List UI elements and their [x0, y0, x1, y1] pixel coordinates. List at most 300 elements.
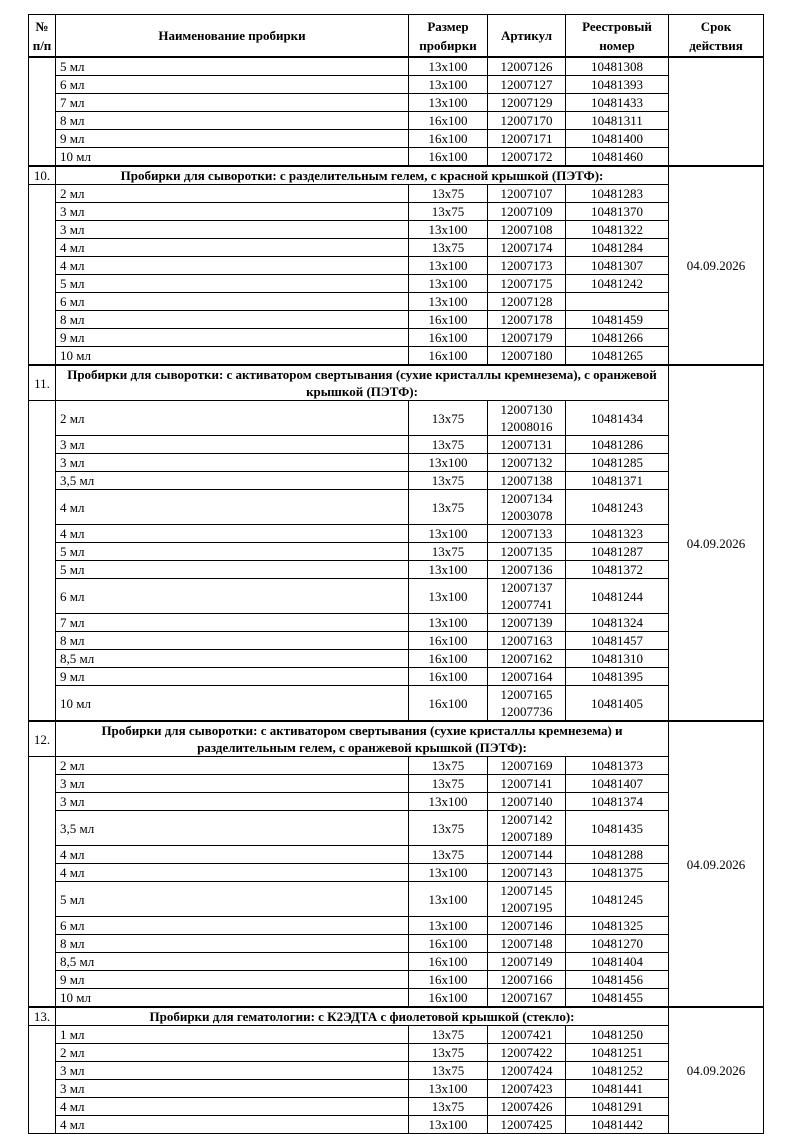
tube-size-cell: 13x100 — [409, 221, 488, 239]
section-number-span-cell — [29, 757, 56, 1008]
table-header-row — [29, 15, 764, 58]
table-row — [29, 882, 764, 917]
tube-size-cell: 13x75 — [409, 811, 488, 846]
table-row — [29, 454, 764, 472]
col-header-article — [488, 15, 566, 58]
table-row — [29, 329, 764, 347]
section-number-span-cell — [29, 185, 56, 366]
tube-name-cell: 8 мл — [56, 311, 409, 329]
article-cell — [488, 185, 566, 203]
tube-name-cell: 8 мл — [56, 112, 409, 130]
tube-name-cell: 3,5 мл — [56, 472, 409, 490]
article-cell — [488, 864, 566, 882]
article-cell — [488, 275, 566, 293]
reg-number-cell: 10481265 — [566, 347, 669, 366]
tube-name-cell: 10 мл — [56, 989, 409, 1008]
table-row — [29, 311, 764, 329]
tube-name-cell: 3 мл — [56, 221, 409, 239]
table-row — [29, 57, 764, 76]
tube-name-cell: 3 мл — [56, 436, 409, 454]
tube-name-cell: 7 мл — [56, 614, 409, 632]
table-row — [29, 1044, 764, 1062]
reg-number-cell: 10481325 — [566, 917, 669, 935]
article-number: 12007171 — [500, 131, 553, 146]
table-row — [29, 1098, 764, 1116]
tube-name-cell: 4 мл — [56, 490, 409, 525]
article-cell — [488, 112, 566, 130]
article-number: 12007140 — [500, 794, 553, 809]
article-number: 12007421 — [500, 1027, 553, 1042]
article-number: 12007179 — [500, 330, 553, 345]
article-number: 12007169 — [500, 758, 553, 773]
reg-number-cell: 10481374 — [566, 793, 669, 811]
article-number: 12007426 — [500, 1099, 553, 1114]
article-cell — [488, 632, 566, 650]
document-page — [28, 14, 764, 1134]
article-number: 12007146 — [500, 918, 553, 933]
reg-number-cell: 10481442 — [566, 1116, 669, 1134]
reg-number-cell: 10481308 — [566, 57, 669, 76]
table-row — [29, 76, 764, 94]
section-header-row — [29, 721, 764, 757]
reg-number-cell: 10481441 — [566, 1080, 669, 1098]
expiry-cell — [669, 57, 764, 166]
article-number: 12007424 — [500, 1063, 553, 1078]
tube-name-cell: 4 мл — [56, 239, 409, 257]
article-cell — [488, 953, 566, 971]
tube-name-cell: 6 мл — [56, 579, 409, 614]
section-header-row — [29, 365, 764, 401]
article-number: 12007145 — [500, 883, 553, 898]
reg-number-cell: 10481285 — [566, 454, 669, 472]
reg-number-cell: 10481242 — [566, 275, 669, 293]
col-header-name — [56, 15, 409, 58]
tube-name-cell: 6 мл — [56, 917, 409, 935]
article-number: 12007741 — [500, 597, 553, 612]
article-number: 12007137 — [500, 580, 553, 595]
reg-number-cell: 10481407 — [566, 775, 669, 793]
article-number: 12007180 — [500, 348, 553, 363]
section-number-span-cell — [29, 57, 56, 166]
table-row — [29, 1080, 764, 1098]
article-number: 12008016 — [500, 419, 553, 434]
reg-number-cell: 10481405 — [566, 686, 669, 722]
tube-name-cell: 2 мл — [56, 185, 409, 203]
section-title: Пробирки для сыворотки: с разделительным гелем, с красной крышкой (ПЭТФ): — [56, 166, 669, 185]
table-row — [29, 935, 764, 953]
article-cell — [488, 846, 566, 864]
col-header-reg — [566, 15, 669, 58]
tube-name-cell: 2 мл — [56, 401, 409, 436]
tube-name-cell: 8 мл — [56, 935, 409, 953]
col-header-expiry — [669, 15, 764, 58]
table-row — [29, 793, 764, 811]
article-number: 12007141 — [500, 776, 553, 791]
tube-name-cell: 4 мл — [56, 1098, 409, 1116]
tube-size-cell: 13x75 — [409, 775, 488, 793]
table-row — [29, 953, 764, 971]
reg-number-cell: 10481433 — [566, 94, 669, 112]
tube-size-cell: 16x100 — [409, 650, 488, 668]
article-number: 12007172 — [500, 149, 553, 164]
article-cell — [488, 793, 566, 811]
tube-name-cell: 10 мл — [56, 347, 409, 366]
table-row — [29, 130, 764, 148]
article-cell — [488, 757, 566, 775]
article-cell — [488, 1098, 566, 1116]
tube-size-cell: 13x100 — [409, 561, 488, 579]
reg-number-cell: 10481288 — [566, 846, 669, 864]
reg-number-cell: 10481251 — [566, 1044, 669, 1062]
tube-name-cell: 8,5 мл — [56, 953, 409, 971]
tube-size-cell: 13x75 — [409, 846, 488, 864]
article-number: 12007142 — [500, 812, 553, 827]
article-cell — [488, 454, 566, 472]
col-header-expiry-line2: действия — [689, 37, 743, 53]
table-row — [29, 846, 764, 864]
tube-name-cell: 3 мл — [56, 454, 409, 472]
col-header-num — [29, 15, 56, 58]
table-row — [29, 989, 764, 1008]
tube-name-cell: 3 мл — [56, 1080, 409, 1098]
article-number: 12007166 — [500, 972, 553, 987]
reg-number-cell: 10481284 — [566, 239, 669, 257]
article-cell — [488, 1026, 566, 1044]
tube-name-cell: 5 мл — [56, 57, 409, 76]
article-number: 12003078 — [500, 508, 553, 523]
section-number-cell: 10. — [29, 166, 56, 185]
tube-size-cell: 16x100 — [409, 668, 488, 686]
tube-size-cell: 13x75 — [409, 401, 488, 436]
tube-size-cell: 16x100 — [409, 686, 488, 722]
tube-size-cell: 13x75 — [409, 185, 488, 203]
table-row — [29, 472, 764, 490]
tube-name-cell: 2 мл — [56, 757, 409, 775]
reg-number-cell: 10481460 — [566, 148, 669, 167]
tube-size-cell: 16x100 — [409, 329, 488, 347]
section-number-cell: 13. — [29, 1007, 56, 1026]
tube-name-cell: 10 мл — [56, 148, 409, 167]
article-number: 12007132 — [500, 455, 553, 470]
article-number: 12007175 — [500, 276, 553, 291]
expiry-cell: 04.09.2026 — [669, 365, 764, 721]
table-row — [29, 112, 764, 130]
reg-number-cell: 10481286 — [566, 436, 669, 454]
table-row — [29, 148, 764, 167]
tube-size-cell: 13x100 — [409, 275, 488, 293]
tube-name-cell: 9 мл — [56, 329, 409, 347]
table-row — [29, 632, 764, 650]
article-cell — [488, 203, 566, 221]
reg-number-cell: 10481245 — [566, 882, 669, 917]
section-number-cell: 12. — [29, 721, 56, 757]
section-number-cell: 11. — [29, 365, 56, 401]
tube-name-cell: 8 мл — [56, 632, 409, 650]
tube-size-cell: 13x100 — [409, 882, 488, 917]
tube-size-cell: 16x100 — [409, 148, 488, 167]
article-number: 12007143 — [500, 865, 553, 880]
section-header-row — [29, 1007, 764, 1026]
article-number: 12007109 — [500, 204, 553, 219]
article-number: 12007139 — [500, 615, 553, 630]
reg-number-cell: 10481283 — [566, 185, 669, 203]
reg-number-cell: 10481395 — [566, 668, 669, 686]
tube-size-cell: 13x75 — [409, 472, 488, 490]
tube-size-cell: 13x75 — [409, 1044, 488, 1062]
table-row — [29, 401, 764, 436]
article-number: 12007144 — [500, 847, 553, 862]
article-cell — [488, 775, 566, 793]
table-row — [29, 94, 764, 112]
tube-name-cell: 3 мл — [56, 775, 409, 793]
tube-size-cell: 13x100 — [409, 454, 488, 472]
reg-number-cell: 10481371 — [566, 472, 669, 490]
tube-name-cell: 6 мл — [56, 76, 409, 94]
reg-number-cell: 10481435 — [566, 811, 669, 846]
tube-size-cell: 13x100 — [409, 917, 488, 935]
article-number: 12007135 — [500, 544, 553, 559]
tube-name-cell: 5 мл — [56, 543, 409, 561]
reg-number-cell: 10481370 — [566, 203, 669, 221]
article-number: 12007138 — [500, 473, 553, 488]
article-cell — [488, 935, 566, 953]
table-row — [29, 525, 764, 543]
article-number: 12007136 — [500, 562, 553, 577]
table-row — [29, 864, 764, 882]
tube-name-cell: 3 мл — [56, 203, 409, 221]
tube-size-cell: 13x100 — [409, 94, 488, 112]
reg-number-cell: 10481404 — [566, 953, 669, 971]
tube-size-cell: 13x75 — [409, 203, 488, 221]
table-row — [29, 543, 764, 561]
tube-name-cell: 3 мл — [56, 1062, 409, 1080]
tube-table — [28, 14, 764, 1134]
table-row — [29, 203, 764, 221]
article-cell — [488, 436, 566, 454]
tube-name-cell: 4 мл — [56, 864, 409, 882]
reg-number-cell: 10481310 — [566, 650, 669, 668]
tube-size-cell: 13x75 — [409, 239, 488, 257]
tube-size-cell: 13x100 — [409, 293, 488, 311]
expiry-cell: 04.09.2026 — [669, 166, 764, 365]
tube-size-cell: 16x100 — [409, 935, 488, 953]
reg-number-cell: 10481311 — [566, 112, 669, 130]
tube-size-cell: 13x100 — [409, 57, 488, 76]
col-header-size-line2: пробирки — [419, 37, 477, 53]
tube-size-cell: 13x100 — [409, 1116, 488, 1134]
tube-size-cell: 13x100 — [409, 1080, 488, 1098]
col-header-num-line2: п/п — [32, 37, 52, 53]
article-cell — [488, 650, 566, 668]
table-row — [29, 275, 764, 293]
article-number: 12007422 — [500, 1045, 553, 1060]
col-header-reg-line2: номер — [599, 37, 635, 53]
article-cell — [488, 882, 566, 917]
article-cell — [488, 148, 566, 167]
col-header-reg-line1: Реестровый — [582, 18, 652, 34]
tube-size-cell: 13x75 — [409, 757, 488, 775]
tube-size-cell: 16x100 — [409, 989, 488, 1008]
table-row — [29, 775, 764, 793]
reg-number-cell: 10481307 — [566, 257, 669, 275]
article-number: 12007134 — [500, 491, 553, 506]
reg-number-cell: 10481373 — [566, 757, 669, 775]
reg-number-cell: 10481455 — [566, 989, 669, 1008]
tube-name-cell: 2 мл — [56, 1044, 409, 1062]
article-number: 12007165 — [500, 687, 553, 702]
article-cell — [488, 579, 566, 614]
tube-name-cell: 6 мл — [56, 293, 409, 311]
article-number: 12007107 — [500, 186, 553, 201]
article-cell — [488, 130, 566, 148]
article-number: 12007128 — [500, 294, 553, 309]
article-cell — [488, 257, 566, 275]
article-number: 12007133 — [500, 526, 553, 541]
expiry-cell: 04.09.2026 — [669, 721, 764, 1007]
tube-name-cell: 5 мл — [56, 275, 409, 293]
tube-name-cell: 9 мл — [56, 668, 409, 686]
tube-name-cell: 5 мл — [56, 561, 409, 579]
article-number: 12007425 — [500, 1117, 553, 1132]
tube-size-cell: 16x100 — [409, 632, 488, 650]
reg-number-cell: 10481243 — [566, 490, 669, 525]
table-body — [29, 57, 764, 1134]
article-cell — [488, 1044, 566, 1062]
reg-number-cell — [566, 293, 669, 311]
article-cell — [488, 525, 566, 543]
section-title: Пробирки для сыворотки: с активатором свертывания (сухие кристаллы кремнезема), с оранжевой крышкой (ПЭТФ): — [56, 365, 669, 401]
article-number: 12007164 — [500, 669, 553, 684]
reg-number-cell: 10481322 — [566, 221, 669, 239]
tube-name-cell: 1 мл — [56, 1026, 409, 1044]
article-cell — [488, 614, 566, 632]
col-header-num-line1: № — [35, 18, 49, 34]
article-number: 12007149 — [500, 954, 553, 969]
article-number: 12007130 — [500, 402, 553, 417]
reg-number-cell: 10481266 — [566, 329, 669, 347]
tube-size-cell: 16x100 — [409, 971, 488, 989]
tube-size-cell: 13x75 — [409, 436, 488, 454]
article-cell — [488, 543, 566, 561]
reg-number-cell: 10481244 — [566, 579, 669, 614]
tube-name-cell: 9 мл — [56, 971, 409, 989]
article-cell — [488, 311, 566, 329]
article-number: 12007173 — [500, 258, 553, 273]
col-header-article-line1: Артикул — [500, 28, 553, 43]
article-number: 12007108 — [500, 222, 553, 237]
tube-size-cell: 13x75 — [409, 1026, 488, 1044]
article-cell — [488, 401, 566, 436]
article-cell — [488, 239, 566, 257]
expiry-cell: 04.09.2026 — [669, 1007, 764, 1134]
article-cell — [488, 668, 566, 686]
table-row — [29, 917, 764, 935]
table-row — [29, 650, 764, 668]
article-number: 12007195 — [500, 900, 553, 915]
tube-name-cell: 5 мл — [56, 882, 409, 917]
table-row — [29, 347, 764, 366]
tube-name-cell: 4 мл — [56, 846, 409, 864]
tube-size-cell: 13x100 — [409, 257, 488, 275]
table-row — [29, 686, 764, 722]
article-cell — [488, 490, 566, 525]
article-number: 12007423 — [500, 1081, 553, 1096]
tube-name-cell: 7 мл — [56, 94, 409, 112]
article-cell — [488, 347, 566, 366]
table-row — [29, 1062, 764, 1080]
article-number: 12007129 — [500, 95, 553, 110]
tube-size-cell: 13x100 — [409, 579, 488, 614]
reg-number-cell: 10481270 — [566, 935, 669, 953]
tube-size-cell: 13x75 — [409, 1098, 488, 1116]
table-row — [29, 490, 764, 525]
article-cell — [488, 971, 566, 989]
reg-number-cell: 10481250 — [566, 1026, 669, 1044]
article-number: 12007162 — [500, 651, 553, 666]
col-header-size-line1: Размер — [427, 18, 469, 34]
tube-name-cell: 8,5 мл — [56, 650, 409, 668]
section-number-span-cell — [29, 1026, 56, 1134]
reg-number-cell: 10481457 — [566, 632, 669, 650]
reg-number-cell: 10481456 — [566, 971, 669, 989]
table-row — [29, 436, 764, 454]
article-number: 12007178 — [500, 312, 553, 327]
article-number: 12007126 — [500, 59, 553, 74]
tube-size-cell: 13x75 — [409, 1062, 488, 1080]
table-row — [29, 293, 764, 311]
article-cell — [488, 94, 566, 112]
article-cell — [488, 57, 566, 76]
section-header-row — [29, 166, 764, 185]
table-row — [29, 757, 764, 775]
tube-size-cell: 16x100 — [409, 953, 488, 971]
tube-size-cell: 13x100 — [409, 76, 488, 94]
article-number: 12007163 — [500, 633, 553, 648]
table-row — [29, 971, 764, 989]
article-number: 12007736 — [500, 704, 553, 719]
reg-number-cell: 10481393 — [566, 76, 669, 94]
article-cell — [488, 686, 566, 722]
tube-size-cell: 16x100 — [409, 112, 488, 130]
article-cell — [488, 221, 566, 239]
article-cell — [488, 811, 566, 846]
table-row — [29, 811, 764, 846]
tube-name-cell: 9 мл — [56, 130, 409, 148]
reg-number-cell: 10481375 — [566, 864, 669, 882]
col-header-expiry-line1: Срок — [700, 18, 732, 34]
article-cell — [488, 76, 566, 94]
article-number: 12007170 — [500, 113, 553, 128]
tube-size-cell: 13x100 — [409, 864, 488, 882]
reg-number-cell: 10481324 — [566, 614, 669, 632]
article-cell — [488, 293, 566, 311]
tube-name-cell: 4 мл — [56, 257, 409, 275]
table-row — [29, 614, 764, 632]
reg-number-cell: 10481291 — [566, 1098, 669, 1116]
reg-number-cell: 10481459 — [566, 311, 669, 329]
reg-number-cell: 10481372 — [566, 561, 669, 579]
table-row — [29, 239, 764, 257]
table-row — [29, 561, 764, 579]
tube-name-cell: 3,5 мл — [56, 811, 409, 846]
tube-size-cell: 16x100 — [409, 311, 488, 329]
tube-size-cell: 13x75 — [409, 490, 488, 525]
col-header-size — [409, 15, 488, 58]
article-cell — [488, 989, 566, 1008]
article-cell — [488, 472, 566, 490]
article-cell — [488, 1062, 566, 1080]
tube-size-cell: 13x75 — [409, 543, 488, 561]
